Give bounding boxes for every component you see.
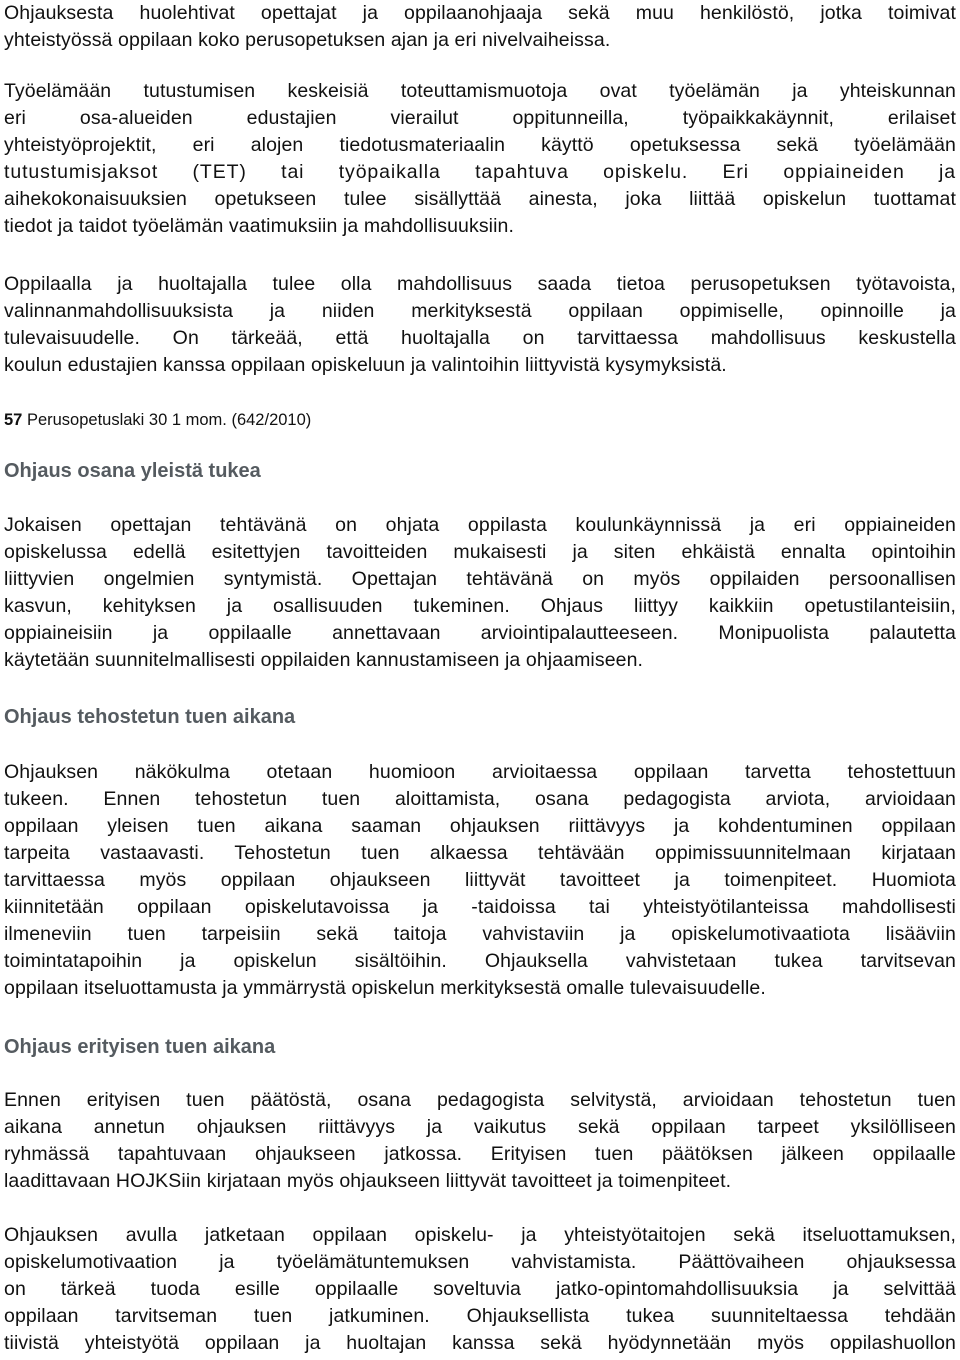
text-line: toimintatapoihin ja opiskelun sisältöihin. Ohjauksella vahvistetaan tukea tarvitsevan — [4, 950, 956, 972]
text-line: Ohjauksen avulla jatketaan oppilaan opiskelu- ja yhteistyötaitojen sekä itseluottamuksen, — [4, 1224, 956, 1246]
text-line: laadittavaan HOJKSiin kirjataan myös ohjaukseen liittyvät tavoitteet ja toimenpiteet. — [4, 1170, 732, 1192]
heading-general-support: Ohjaus osana yleistä tukea — [4, 460, 261, 482]
text-line: tarvittaessa myös oppilaan ohjaukseen liittyvät tavoitteet ja toimenpiteet. Huomiota — [4, 869, 956, 891]
text-line: eri osa-alueiden edustajien vierailut oppitunneilla, työpaikkakäynnit, erilaiset — [4, 107, 956, 129]
text-line: opiskelumotivaation ja työelämätuntemuksen vahvistamista. Päättövaiheen ohjauksessa — [4, 1251, 956, 1273]
text-line: tutustumisjaksot (TET) tai työpaikalla tapahtuva opiskelu. Eri oppiaineiden ja — [4, 161, 956, 183]
paragraph-final-stage — [4, 1222, 956, 1357]
text-line: käytetään suunnitelmallisesti oppilaiden kannustamiseen ja ohjaamiseen. — [4, 649, 644, 671]
paragraph-teacher-guidance — [4, 512, 956, 674]
text-line: oppilaan yleisen tuen aikana saaman ohjauksen riittävyys ja kohdentuminen oppilaan — [4, 815, 956, 837]
text-line: tiedot ja taidot työelämän vaatimuksiin ja mahdollisuuksiin. — [4, 215, 515, 237]
text-line: Jokaisen opettajan tehtävänä on ohjata oppilasta koulunkäynnissä ja eri oppiaineiden — [4, 514, 956, 536]
text-line: Oppilaalla ja huoltajalla tulee olla mahdollisuus saada tietoa perusopetuksen työtavoista, — [4, 273, 956, 295]
paragraph-special-support — [4, 1087, 956, 1195]
text-line: Ohjauksen näkökulma otetaan huomioon arvioitaessa oppilaan tarvetta tehostettuun — [4, 761, 956, 783]
text-line: yhteistyöprojektit, eri alojen tiedotusmateriaalin käyttö opetuksessa sekä työelämään — [4, 134, 956, 156]
text-line: aihekokonaisuuksien opetukseen tulee sisällyttää ainesta, joka liittää opiskelun tuottamat — [4, 188, 956, 210]
paragraph-guardian-info — [4, 271, 956, 379]
heading-intensified-support: Ohjaus tehostetun tuen aikana — [4, 706, 296, 728]
text-line: tarpeita vastaavasti. Tehostetun tuen alkaessa tehtävään oppimissuunnitelmaan kirjataan — [4, 842, 956, 864]
text-line: oppiaineisiin ja oppilaalle annettavaan arviointipalautteeseen. Monipuolista palautetta — [4, 622, 956, 644]
text-line: oppilaan itseluottamusta ja ymmärrystä opiskelun merkityksestä omalle tulevaisuudelle. — [4, 977, 766, 999]
text-line: Ennen erityisen tuen päätöstä, osana pedagogista selvitystä, arvioidaan tehostetun tuen — [4, 1089, 956, 1111]
text-line: tulevaisuudelle. On tärkeää, että huoltajalla on tarvittaessa mahdollisuus keskustella — [4, 327, 956, 349]
text-line: on tärkeä tuoda esille oppilaalle soveltuvia jatko-opintomahdollisuuksia ja selvittää — [4, 1278, 956, 1300]
heading-special-support: Ohjaus erityisen tuen aikana — [4, 1036, 276, 1058]
text-line: aikana annetun ohjauksen riittävyys ja vaikutus sekä oppilaan tarpeet yksilölliseen — [4, 1116, 956, 1138]
text-line: Työelämään tutustumisen keskeisiä toteuttamismuotoja ovat työelämän ja yhteiskunnan — [4, 80, 956, 102]
text-line: ryhmässä tapahtuvaan ohjaukseen jatkossa. Erityisen tuen päätöksen jälkeen oppilaalle — [4, 1143, 956, 1165]
text-line: yhteistyössä oppilaan koko perusopetuksen ajan ja eri nivelvaiheissa. — [4, 29, 611, 51]
text-line: tiivistä yhteistyötä oppilaan ja huoltajan kanssa sekä hyödynnetään myös oppilashuollon — [4, 1332, 956, 1354]
text-line: opiskelussa edellä esitettyjen tavoitteiden mukaisesti ja siten ehkäistä ennalta opintoihin — [4, 541, 956, 563]
footnote-number: 57 — [4, 411, 23, 429]
text-line: ilmeneviin tuen tarpeisiin sekä taitoja vahvistaviin ja opiskelumotivaatiota lisääviin — [4, 923, 956, 945]
text-line: Ohjauksesta huolehtivat opettajat ja oppilaanohjaaja sekä muu henkilöstö, jotka toimivat — [4, 2, 956, 24]
paragraph-intensified-support — [4, 759, 956, 1002]
text-line: tukeen. Ennen tehostetun tuen aloittamista, osana pedagogista arviota, arvioidaan — [4, 788, 956, 810]
text-line: koulun edustajien kanssa oppilaan opiskeluun ja valintoihin liittyvistä kysymyksistä. — [4, 354, 727, 376]
paragraph-working-life — [4, 78, 956, 240]
paragraph-guidance-staff — [4, 0, 956, 54]
text-line: oppilaan tarvitseman tuen jatkuminen. Ohjauksellista tukea suunniteltaessa tehdään — [4, 1305, 956, 1327]
text-line: liittyvien ongelmien syntymistä. Opettajan tehtävänä on myös oppilaiden persoonallisen — [4, 568, 956, 590]
text-line: kasvun, kehityksen ja osallisuuden tukeminen. Ohjaus liittyy kaikkiin opetustilanteisiin, — [4, 595, 956, 617]
text-line: kiinnitetään oppilaan opiskelutavoissa ja -taidoissa tai yhteistyötilanteissa mahdollisesti — [4, 896, 956, 918]
footnote-text: Perusopetuslaki 30 1 mom. (642/2010) — [22, 411, 312, 429]
footnote — [4, 409, 311, 431]
text-line: valinnanmahdollisuuksista ja niiden merkityksestä oppilaan oppimiselle, opinnoille ja — [4, 300, 956, 322]
